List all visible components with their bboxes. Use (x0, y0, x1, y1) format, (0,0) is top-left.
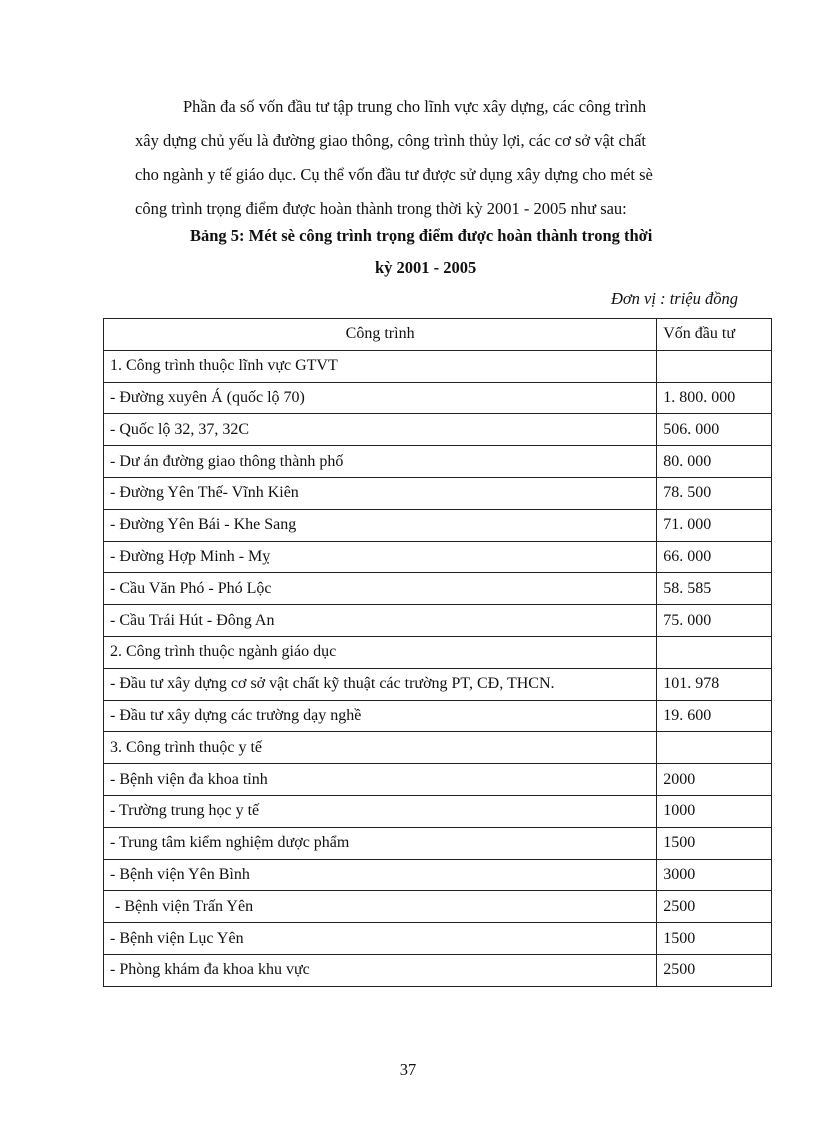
header-project: Công trình (104, 319, 657, 351)
investment-cell: 1500 (657, 923, 772, 955)
table-header-row (104, 319, 772, 351)
project-cell: - Trường trung học y tế (104, 795, 657, 827)
investment-cell: 1500 (657, 827, 772, 859)
investment-cell: 80. 000 (657, 446, 772, 478)
header-investment: Vốn đầu tư (657, 319, 772, 351)
investment-cell: 2000 (657, 764, 772, 796)
paragraph-line: Phần đa số vốn đầu tư tập trung cho lĩnh vực xây dựng, các công trình (183, 97, 647, 116)
table-row (104, 382, 772, 414)
project-cell: - Quốc lộ 32, 37, 32C (104, 414, 657, 446)
project-cell: - Cầu Văn Phó - Phó Lộc (104, 573, 657, 605)
table-body (104, 350, 772, 986)
table-row (104, 891, 772, 923)
project-cell: - Đường xuyên Á (quốc lộ 70) (104, 382, 657, 414)
table-row (104, 605, 772, 637)
project-cell: - Cầu Trái Hút - Đông An (104, 605, 657, 637)
investment-cell: 101. 978 (657, 668, 772, 700)
project-cell: - Đường Yên Thế- Vĩnh Kiên (104, 477, 657, 509)
investment-cell (657, 350, 772, 382)
table-row (104, 668, 772, 700)
project-cell: 3. Công trình thuộc y tế (104, 732, 657, 764)
project-cell: - Đường Hợp Minh - Mỵ (104, 541, 657, 573)
investment-cell: 78. 500 (657, 477, 772, 509)
table-row (104, 477, 772, 509)
project-cell: - Bệnh viện Yên Bình (104, 859, 657, 891)
project-cell: - Bệnh viện đa khoa tỉnh (104, 764, 657, 796)
investment-cell: 1000 (657, 795, 772, 827)
table-row (104, 764, 772, 796)
investment-cell: 66. 000 (657, 541, 772, 573)
table-caption-line-2: kỳ 2001 - 2005 (375, 258, 477, 277)
unit-note: Đơn vị : triệu đồng (610, 289, 738, 308)
table-row (104, 732, 772, 764)
table-row (104, 350, 772, 382)
investment-cell: 3000 (657, 859, 772, 891)
table-row (104, 414, 772, 446)
investment-cell: 2500 (657, 891, 772, 923)
investment-cell: 58. 585 (657, 573, 772, 605)
paragraph-line: cho ngành y tế giáo dục. Cụ thể vốn đầu tư được sử dụng xây dựng cho mét sè (135, 165, 653, 184)
project-cell: - Đầu tư xây dựng các trường dạy nghề (104, 700, 657, 732)
table-row (104, 859, 772, 891)
table-row (104, 636, 772, 668)
project-cell: - Bệnh viện Lục Yên (104, 923, 657, 955)
investment-cell: 71. 000 (657, 509, 772, 541)
investment-cell: 75. 000 (657, 605, 772, 637)
intro-paragraph (135, 90, 745, 226)
investment-cell: 19. 600 (657, 700, 772, 732)
table-caption-line-1: Bảng 5: Mét sè công trình trọng điểm được hoàn thành trong thời (190, 226, 653, 245)
table-row (104, 446, 772, 478)
investment-cell (657, 636, 772, 668)
project-cell: - Phòng khám đa khoa khu vực (104, 954, 657, 986)
table-row (104, 795, 772, 827)
table-row (104, 573, 772, 605)
table-row (104, 923, 772, 955)
investment-cell (657, 732, 772, 764)
table-row (104, 509, 772, 541)
table-row (104, 954, 772, 986)
project-cell: 2. Công trình thuộc ngành giáo dục (104, 636, 657, 668)
table-row (104, 700, 772, 732)
paragraph-line: xây dựng chủ yếu là đường giao thông, công trình thủy lợi, các cơ sở vật chất (135, 131, 647, 150)
paragraph-line: công trình trọng điểm được hoàn thành trong thời kỳ 2001 - 2005 như sau: (135, 199, 627, 218)
project-cell: - Đầu tư xây dựng cơ sở vật chất kỹ thuật các trường PT, CĐ, THCN. (104, 668, 657, 700)
projects-table (103, 318, 772, 987)
project-cell: - Trung tâm kiểm nghiệm dược phẩm (104, 827, 657, 859)
project-cell: - Bệnh viện Trấn Yên (104, 891, 657, 923)
page-number: 37 (399, 1060, 417, 1079)
table-row (104, 541, 772, 573)
investment-cell: 506. 000 (657, 414, 772, 446)
investment-cell: 2500 (657, 954, 772, 986)
project-cell: 1. Công trình thuộc lĩnh vực GTVT (104, 350, 657, 382)
investment-cell: 1. 800. 000 (657, 382, 772, 414)
project-cell: - Dư án đường giao thông thành phố (104, 446, 657, 478)
table-row (104, 827, 772, 859)
project-cell: - Đường Yên Bái - Khe Sang (104, 509, 657, 541)
